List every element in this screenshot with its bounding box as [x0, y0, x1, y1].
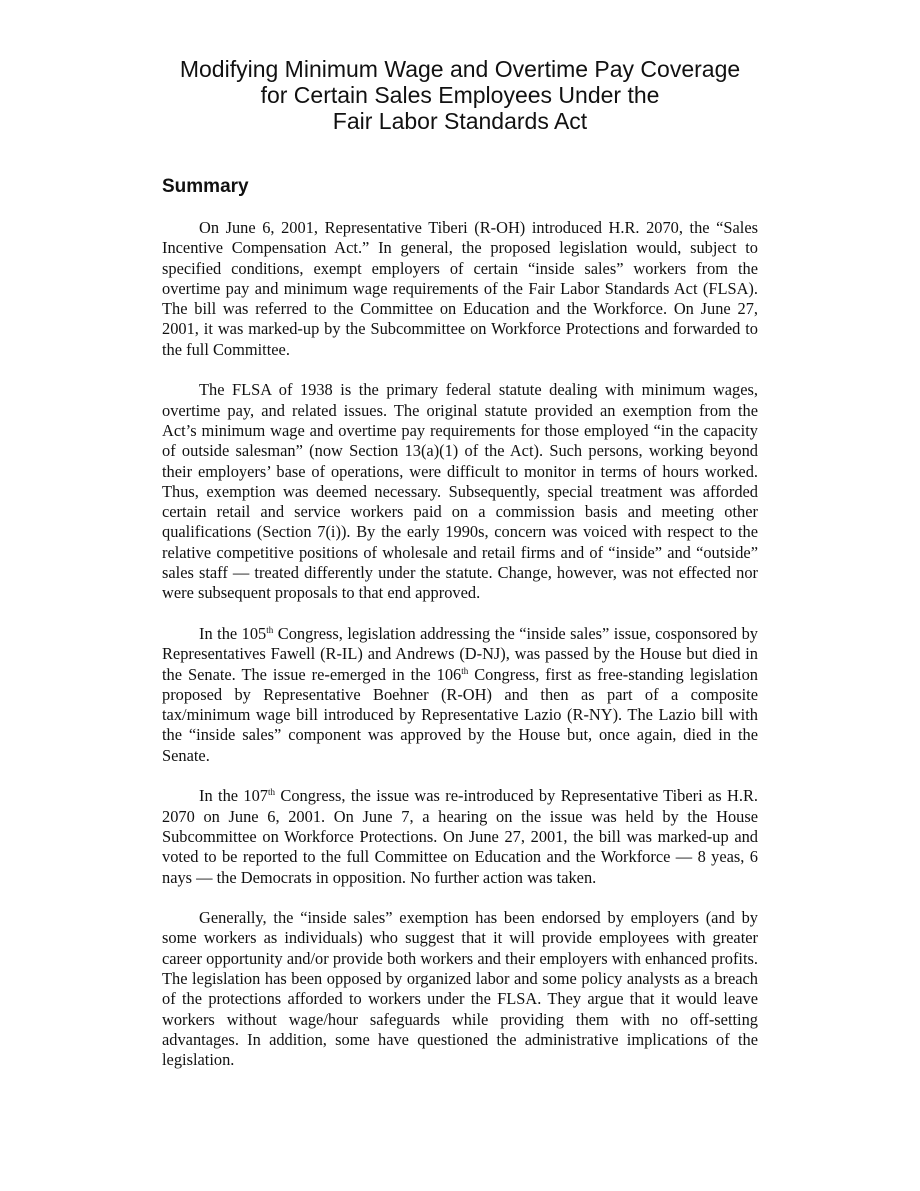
- summary-heading: Summary: [162, 176, 249, 197]
- paragraph-3-part-c: Congress, first as free-standing legislation proposed by Representative Boehner (R-OH) and then as part of a composite tax/minimum wage bill introduced by Representative Lazio (R-NY). The Lazio bill with the “inside sales” component was approved by the House but, once again, died in the Senate.: [162, 664, 759, 765]
- title-line-3: Fair Labor Standards Act: [332, 108, 588, 134]
- summary-body: [162, 218, 758, 1091]
- paragraph-4-part-b: Congress, the issue was re-introduced by Representative Tiberi as H.R. 2070 on June 6, 2001. On June 7, a hearing on the issue was held by the House Subcommittee on Workforce Protections. On June 27, 2001, the bill was marked-up and voted to be reported to the full Committee on Education and the Workforce — 8 yeas, 6 nays — the Democrats in opposition. No further action was taken.: [162, 786, 758, 887]
- ordinal-suffix: th: [461, 665, 469, 676]
- ordinal-suffix: th: [266, 624, 274, 635]
- paragraph-3: [162, 624, 758, 766]
- paragraph-4: [162, 786, 758, 887]
- title-line-1: Modifying Minimum Wage and Overtime Pay Coverage: [179, 56, 741, 82]
- paragraph-1: On June 6, 2001, Representative Tiberi (R-OH) introduced H.R. 2070, the “Sales Incentive Compensation Act.” In general, the proposed legislation would, subject to specified conditions, exempt employers of certain “inside sales” workers from the overtime pay and minimum wage requirements of the Fair Labor Standards Act (FLSA). The bill was referred to the Committee on Education and the Workforce. On June 27, 2001, it was marked-up by the Subcommittee on Workforce Protections and forwarded to the full Committee.: [162, 218, 758, 359]
- paragraph-3-part-a: In the 105: [199, 623, 267, 643]
- ordinal-suffix: th: [268, 787, 276, 798]
- document-title: [140, 56, 780, 134]
- paragraph-2: The FLSA of 1938 is the primary federal statute dealing with minimum wages, overtime pay, and related issues. The original statute provided an exemption from the Act’s minimum wage and overtime pay requirements for those employed “in the capacity of outside salesman” (now Section 13(a)(1) of the Act). Such persons, working beyond their employers’ base of operations, were difficult to monitor in terms of hours worked. Thus, exemption was deemed necessary. Subsequently, special treatment was afforded certain retail and service workers paid on a commission basis and meeting other qualifications (Section 7(i)). By the early 1990s, concern was voiced with respect to the relative competitive positions of wholesale and retail firms and of “inside” and “outside” sales staff — treated differently under the statute. Change, however, was not effected nor were subsequent proposals to that end approved.: [162, 380, 758, 603]
- paragraph-5: Generally, the “inside sales” exemption has been endorsed by employers (and by some workers as individuals) who suggest that it will provide employees with greater career opportunity and/or provide both workers and their employers with enhanced profits. The legislation has been opposed by organized labor and some policy analysts as a breach of the protections afforded to workers under the FLSA. They argue that it would leave workers without wage/hour safeguards while providing them with no off-setting advantages. In addition, some have questioned the administrative implications of the legislation.: [162, 908, 758, 1070]
- paragraph-4-part-a: In the 107: [199, 786, 269, 806]
- title-line-2: for Certain Sales Employees Under the: [260, 82, 660, 108]
- paragraph-3-part-b: Congress, legislation addressing the “inside sales” issue, cosponsored by Representatives Fawell (R-IL) and Andrews (D-NJ), was passed by the House but died in the Senate. The issue re-emerged in the 106: [162, 623, 758, 684]
